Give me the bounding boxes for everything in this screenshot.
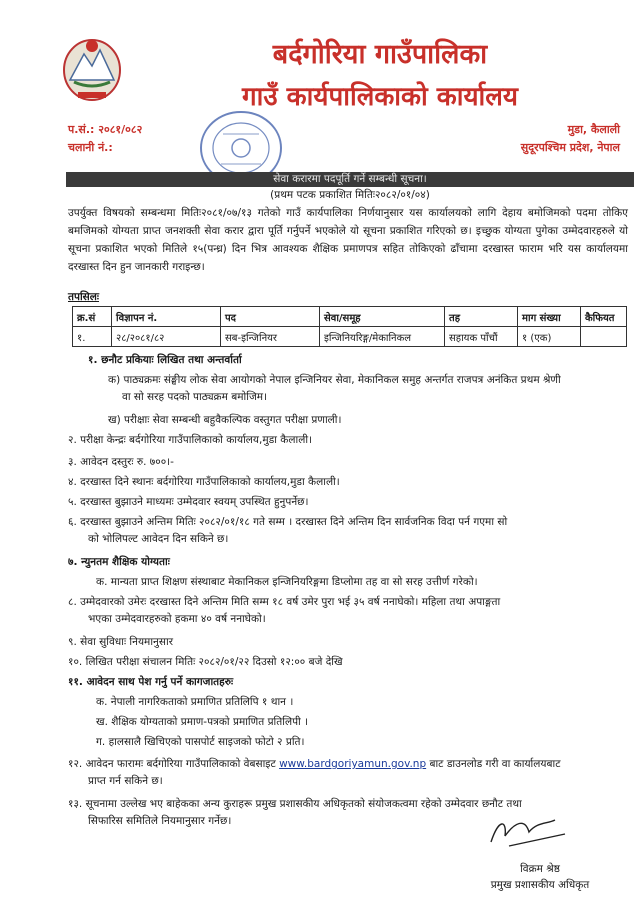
item-syllabus: क) पाठ्यक्रमः संङ्घीय लोक सेवा आयोगको नेपाल इन्जिनियर सेवा, मेकानिकल समुह अन्तर्गत राजपत्र अनंकित प्रथम श्रेणी [108, 374, 561, 386]
item-form-cont: प्राप्त गर्न सकिने छ। [88, 775, 163, 787]
publication-date: (प्रथम पटक प्रकाशित मितिः२०८२/०१/०४) [270, 189, 430, 201]
subject-heading: सेवा करारमा पदपूर्ति गर्ने सम्बन्धी सूचना। [66, 172, 634, 187]
col-header: पद [221, 307, 320, 327]
item-exam-center: २. परीक्षा केन्द्रः बर्दगोरिया गाउँपालिकाको कार्यालय,मुडा कैलाली। [68, 434, 313, 446]
item-deadline: ६. दरखास्त बुझाउने अन्तिम मितिः २०८२/०१/१८ गते सम्म । दरखास्त दिने अन्तिम दिन सार्वजनिक विदा पर्न गएमा सो [68, 516, 508, 528]
item-age-cont: भएका उम्मेदवारहरुको हकमा ४० वर्ष ननाघेको। [88, 613, 266, 625]
col-header: क्र.सं [73, 307, 112, 327]
table-cell: सहायक पाँचौं [445, 327, 518, 347]
item-form [68, 757, 561, 771]
signature-scribble-icon [485, 812, 575, 850]
col-header: तह [445, 307, 518, 327]
location-line2: सुदूरपश्चिम प्रदेश, नेपाल [520, 141, 620, 154]
item-selection-process: १. छनौट प्रकियाः लिखित तथा अन्तर्वार्ता [88, 354, 242, 366]
signatory-name: विक्रम श्रेष्ठ [520, 863, 560, 875]
col-header: कैफियत [581, 307, 627, 327]
item-qualification-a: क. मान्यता प्राप्त शिक्षण संस्थाबाट मेकानिकल इन्जिनियरिङ्गमा डिप्लोमा तह वा सो सरह उत्तीर्ण गरेको। [96, 576, 478, 588]
table-cell: २८/२०८१/८२ [112, 327, 221, 347]
item-document-a: क. नेपाली नागरिकताको प्रमाणित प्रतिलिपि १ थान । [96, 696, 294, 708]
item-exam: ख) परीक्षाः सेवा सम्बन्धी बहुवैकल्पिक वस्तुगत परीक्षा प्रणाली। [108, 414, 342, 426]
details-label: तपसिलः [68, 291, 100, 303]
reference-number: प.सं.: २०८१/०८२ [68, 123, 143, 136]
office-subtitle: गाउँ कार्यपालिकाको कार्यालय [242, 82, 518, 112]
signatory-title: प्रमुख प्रशासकीय अधिकृत [490, 879, 590, 891]
item-facility: ९. सेवा सुविधाः नियमानुसार [68, 636, 173, 648]
table-cell: सब-इन्जिनियर [221, 327, 320, 347]
item-fee: ३. आवेदन दस्तुरः रु. ७००।- [68, 456, 174, 468]
intro-paragraph: उपर्युक्त विषयको सम्बन्धमा मितिः२०८१/०७/१३ गतेको गाउँ कार्यपालिका निर्णयानुसार यस कार्यालयको लागि देहाय बमोजिमको पदमा तोकिए बमजिमको योग्यता प्राप्त जनशक्ती सेवा करार द्वारा पूर्ति गर्नुपर्ने भएकोले यो सूचना प्रकाशित गरिएको छ। इच्छुक योग्यता पुगेका उम्मेदवारहरुले यो सूचना प्रकाशित भएको मितिले १५(पन्ध्र) दिन भित्र आवश्यक शैक्षिक प्रमाणपत्र सहित तोकिएको ढाँचामा दरखास्त फाराम भरि यस कार्यालयमा दरखास्त दिन हुन जानकारी गराइन्छ। [68, 207, 628, 273]
item-submit-place: ४. दरखास्त दिने स्थानः बर्दगोरिया गाउँपालिकाको कार्यालय,मुडा कैलाली। [68, 476, 340, 488]
table-cell [581, 327, 627, 347]
location-line1: मुडा, कैलाली [567, 123, 620, 136]
table-row [73, 327, 627, 347]
item-documents: ११. आवेदन साथ पेश गर्नु पर्ने कागजातहरुः [68, 676, 234, 688]
item-other: १३. सूचनामा उल्लेख भए बाहेकका अन्य कुराहरू प्रमुख प्रशासकीय अधिकृतको संयोजकत्वमा रहेको उम्मेदवार छनौट तथा [68, 798, 522, 810]
website-link[interactable]: www.bardgoriyamun.gov.np [279, 758, 427, 770]
table-header-row [73, 307, 627, 327]
item-age: ८. उम्मेदवारको उमेरः दरखास्त दिने अन्तिम मिति सम्म १८ वर्ष उमेर पुरा भई ३५ वर्ष ननाघेको। महिला तथा अपाङ्गता [68, 596, 501, 608]
table-cell: १ (एक) [518, 327, 581, 347]
item-submit-mode: ५. दरखास्त बुझाउने माध्यमः उम्मेदवार स्वयम् उपस्थित हुनुपर्नेछ। [68, 496, 309, 508]
item-qualification: ७. न्युनतम शैक्षिक योग्यताः [68, 556, 170, 568]
item-document-c: ग. हालसालै खिचिएको पासपोर्ट साइजको फोटो २ प्रति। [96, 736, 305, 748]
col-header: सेवा/समूह [320, 307, 445, 327]
col-header: विज्ञापन नं. [112, 307, 221, 327]
item-syllabus-cont: वा सो सरह पदको पाठ्यक्रम बमोजिम। [122, 391, 267, 403]
item-document-b: ख. शैक्षिक योग्यताको प्रमाण-पत्रको प्रमाणित प्रतिलिपी । [96, 716, 309, 728]
nepal-emblem-icon [60, 32, 124, 104]
item-deadline-cont: को भोलिपल्ट आवेदन दिन सकिने छ। [88, 533, 229, 545]
item-form-text-end: बाट डाउनलोड गरी वा कार्यालयबाट [429, 758, 561, 770]
col-header: माग संख्या [518, 307, 581, 327]
dispatch-number: चलानी नं.: [68, 141, 113, 154]
item-exam-date: १०. लिखित परीक्षा संचालन मितिः २०८२/०१/२२ दिउसो १२:०० बजे देखि [68, 656, 343, 668]
item-form-text: १२. आवेदन फारामः बर्दगोरिया गाउँपालिकाको वेबसाइट [68, 758, 276, 770]
table-cell: इन्जिनियरिङ्ग/मेकानिकल [320, 327, 445, 347]
office-title: बर्दगोरिया गाउँपालिका [272, 39, 488, 70]
item-other-cont: सिफारिस समितिले नियमानुसार गर्नेछ। [88, 815, 232, 827]
vacancy-table [72, 306, 627, 347]
table-cell: १. [73, 327, 112, 347]
